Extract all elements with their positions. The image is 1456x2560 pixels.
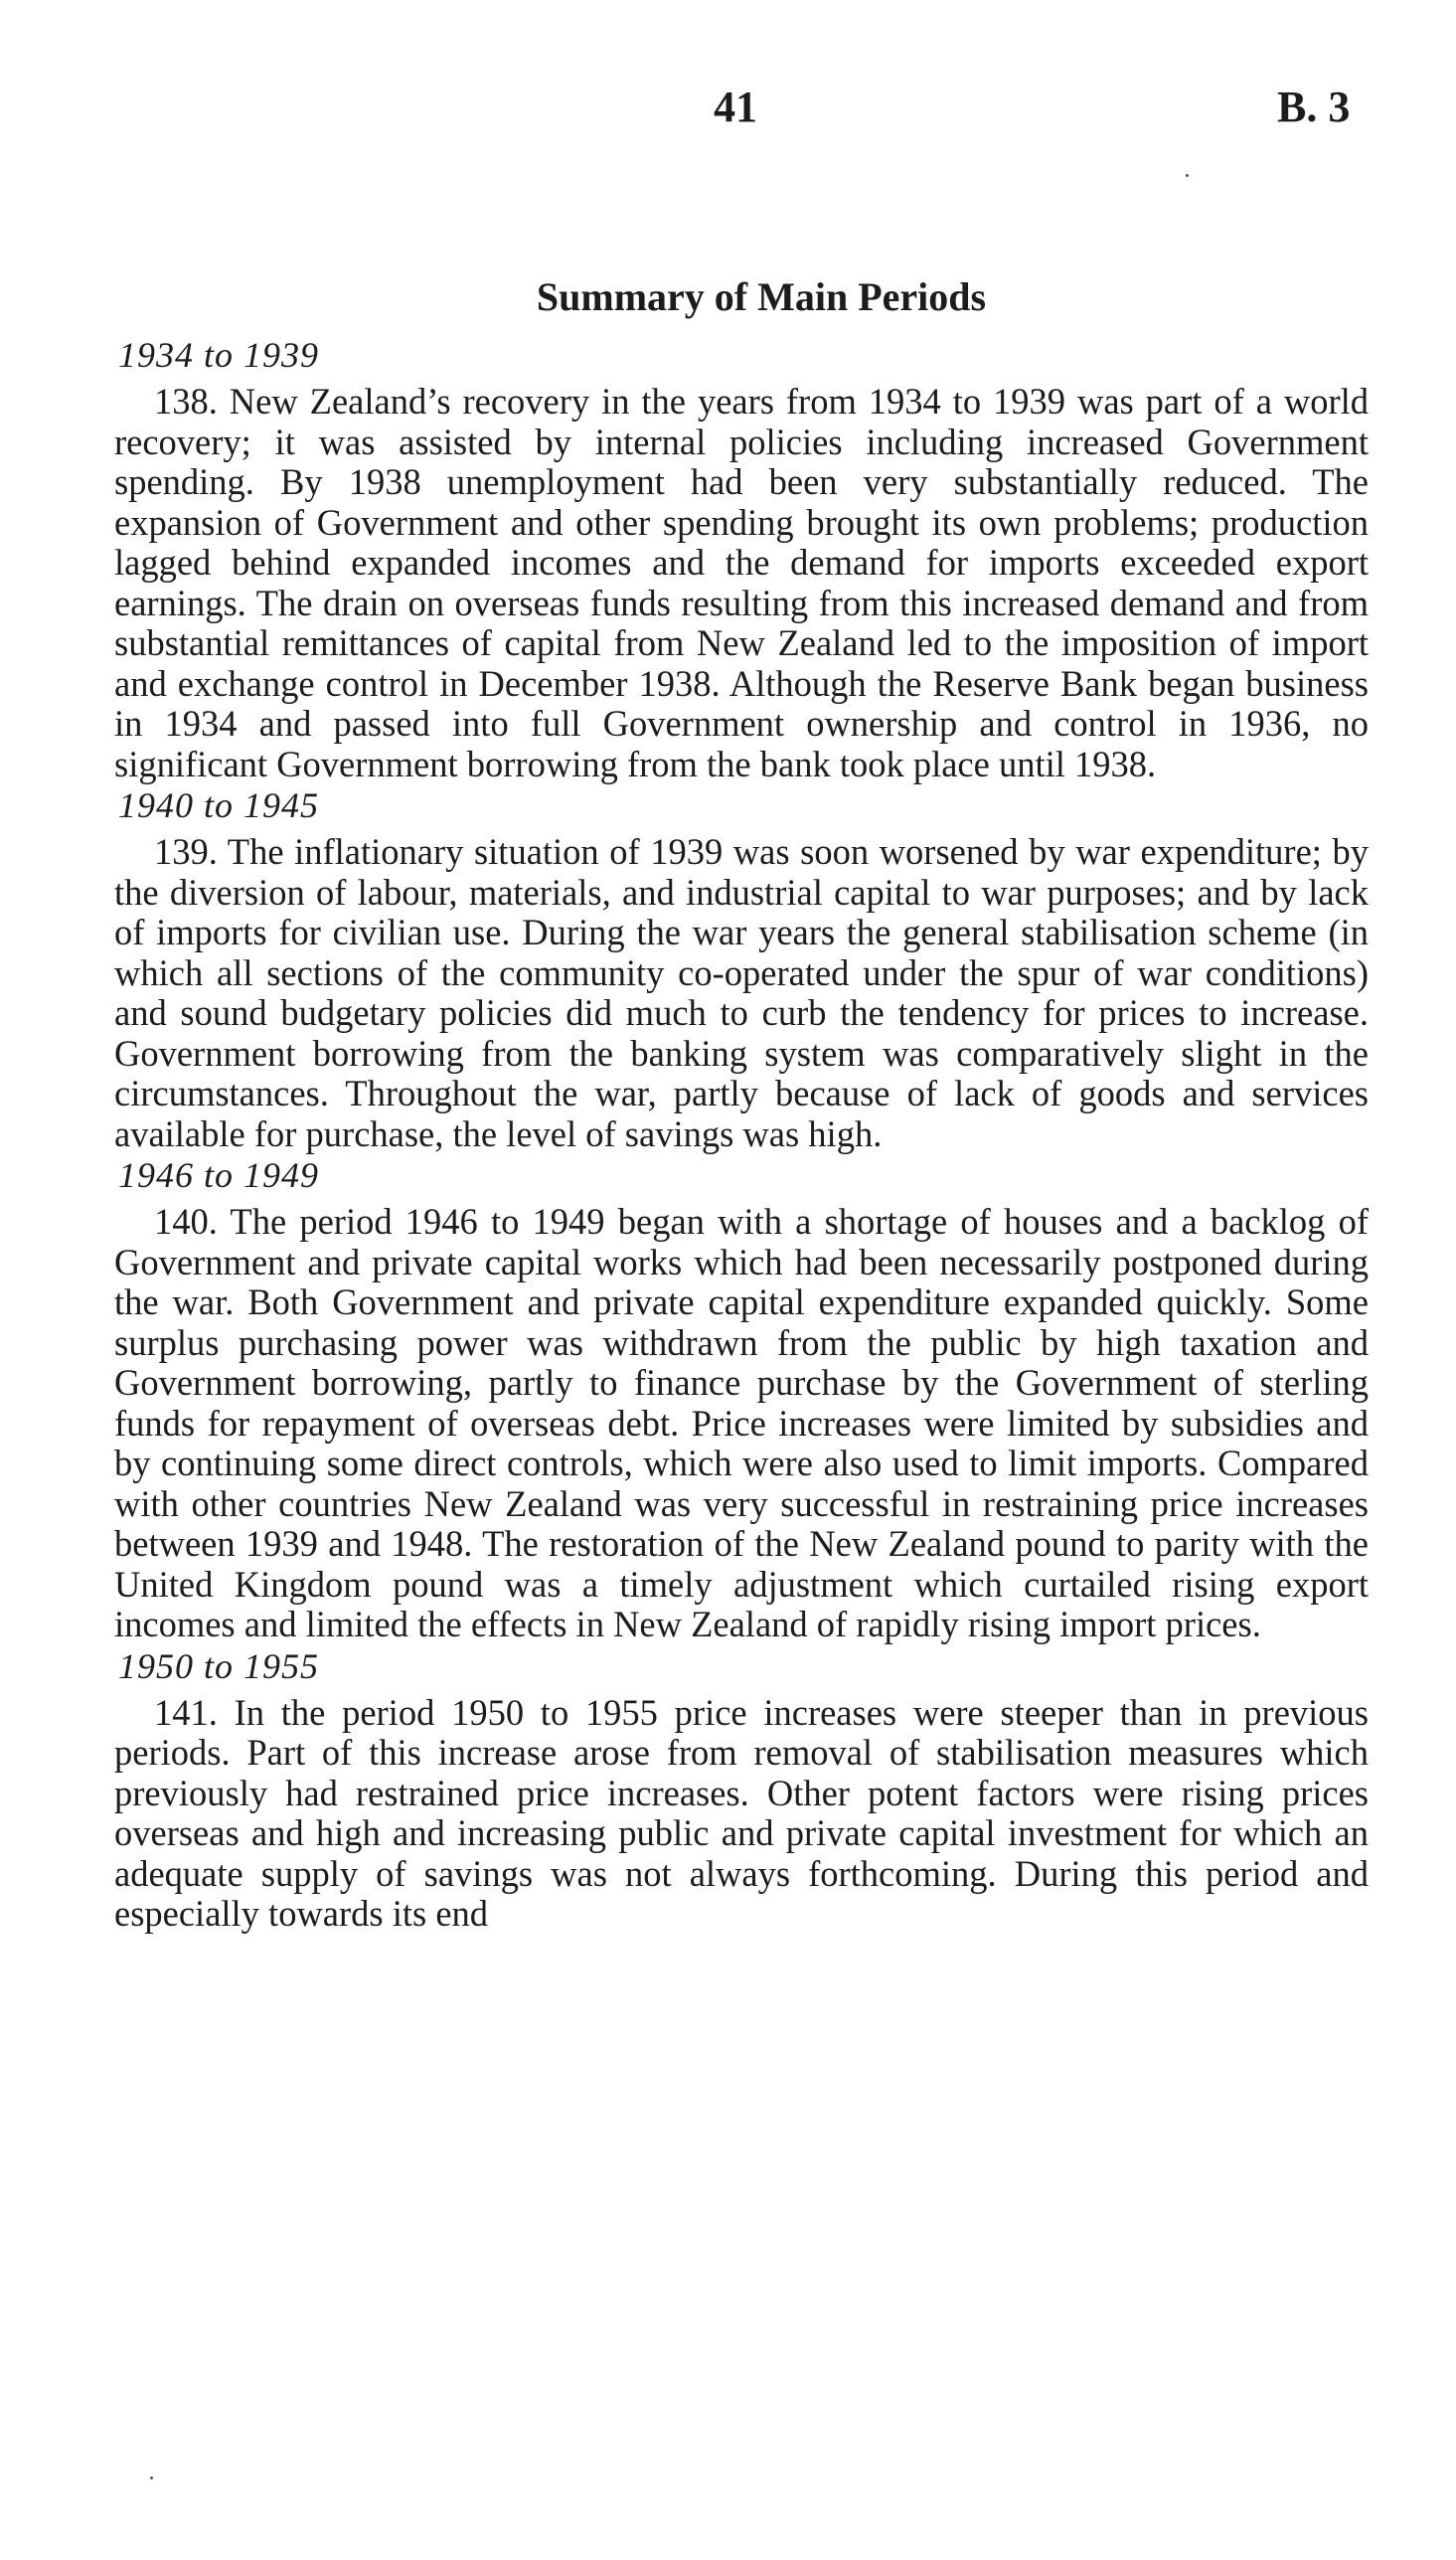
paragraph-141: 141. In the period 1950 to 1955 price increases were steeper than in previous periods. Part of this increase arose from removal of stabilisation measures which previously had restrained price increases. Other potent factors were rising prices overseas and high and increasing public and private capital investment for which an adequate supply of savings was not always forthcoming. During this period and especially towards its end (114, 1691, 1369, 1934)
paragraph-139: 139. The inflationary situation of 1939 was soon worsened by war expenditure; by the diversion of labour, materials, and industrial capital to war purposes; and by lack of imports for civilian use. During the war years the general stabilisation scheme (in which all sections of the community co-operated under the spur of war conditions) and sound budgetary policies did much to curb the tendency for prices to increase. Government borrowing from the banking system was comparatively slight in the circumstances. Throughout the war, partly because of lack of goods and services available for purchase, the level of savings was high. (114, 831, 1369, 1154)
page-title: Summary of Main Periods (536, 274, 987, 319)
section-1940-1945 (114, 784, 1369, 1154)
section-1934-1939 (114, 334, 1369, 784)
page-number: 41 (714, 83, 757, 131)
paragraph-138: 138. New Zealand’s recovery in the years from 1934 to 1939 was part of a world recovery; it was assisted by internal policies including increased Government spending. By 1938 unemployment had been very substantially reduced. The expansion of Government and other spending brought its own problems; production lagged behind expanded incomes and the demand for imports exceeded export earnings. The drain on overseas funds resulting from this increased demand and from substantial remittances of capital from New Zealand led to the imposition of import and exchange control in December 1938. Although the Reserve Bank began business in 1934 and passed into full Government ownership and control in 1936, no significant Government borrowing from the bank took place until 1938. (114, 381, 1369, 784)
document-code: B. 3 (1277, 83, 1351, 131)
section-1950-1955 (114, 1645, 1369, 1935)
period-heading: 1946 to 1949 (118, 1155, 320, 1195)
period-heading: 1940 to 1945 (118, 785, 320, 825)
document-body (114, 273, 1369, 1935)
period-heading: 1934 to 1939 (118, 335, 320, 375)
section-1946-1949 (114, 1154, 1369, 1645)
scan-speck (150, 2476, 153, 2479)
scan-speck (1186, 174, 1189, 177)
period-heading: 1950 to 1955 (118, 1645, 320, 1686)
paragraph-140: 140. The period 1946 to 1949 began with a shortage of houses and a backlog of Government and private capital works which had been necessarily postponed during the war. Both Government and private capital expenditure expanded quickly. Some surplus purchasing power was withdrawn from the public by high taxation and Government borrowing, partly to finance purchase by the Government of sterling funds for repayment of overseas debt. Price increases were limited by subsidies and by continuing some direct controls, which were also used to limit imports. Compared with other countries New Zealand was very successful in restraining price increases between 1939 and 1948. The restoration of the New Zealand pound to parity with the United Kingdom pound was a timely adjustment which curtailed rising export incomes and limited the effects in New Zealand of rapidly rising import prices. (114, 1201, 1369, 1644)
